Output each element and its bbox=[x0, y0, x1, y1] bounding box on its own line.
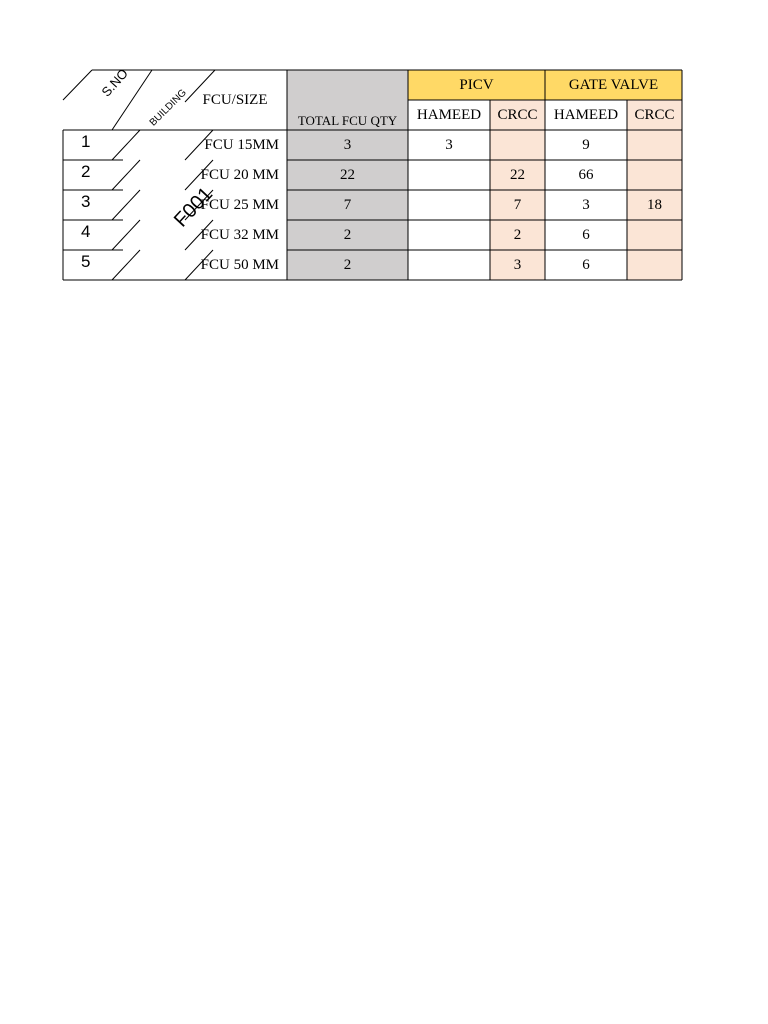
gate-hameed-cell: 6 bbox=[582, 256, 590, 273]
picv-hameed-cell bbox=[408, 250, 490, 280]
total-fcu-qty-label: TOTAL FCU QTY bbox=[297, 113, 398, 128]
building-header: BUILDING bbox=[147, 87, 189, 129]
picv-crcc-cell: 3 bbox=[490, 250, 545, 280]
gate-crcc-cell bbox=[627, 220, 682, 250]
fcu-size-cell: FCU 50 MM bbox=[200, 256, 279, 273]
sno-cell: 1 bbox=[81, 132, 91, 151]
picv-hameed-cell: 3 bbox=[445, 136, 453, 153]
picv-hameed-cell bbox=[408, 160, 490, 190]
fcu-size-cell: FCU 25 MM bbox=[200, 196, 279, 213]
gate-hameed-header: HAMEED bbox=[553, 106, 619, 123]
total-fcu-qty-cell: 3 bbox=[287, 130, 408, 160]
gate-crcc-header: CRCC bbox=[627, 100, 682, 130]
gate-crcc-cell: 18 bbox=[627, 190, 682, 220]
gate-hameed-cell: 6 bbox=[582, 226, 590, 243]
gate-hameed-cell: 66 bbox=[578, 166, 594, 183]
gate-hameed-cell: 9 bbox=[582, 136, 590, 153]
gate-crcc-cell bbox=[627, 130, 682, 160]
total-fcu-qty-cell: 7 bbox=[287, 190, 408, 220]
total-fcu-qty-cell: 2 bbox=[287, 250, 408, 280]
gate-crcc-cell bbox=[627, 250, 682, 280]
picv-crcc-cell: 22 bbox=[490, 160, 545, 190]
sno-cell: 5 bbox=[81, 252, 91, 271]
picv-hameed-header: HAMEED bbox=[416, 106, 482, 123]
sno-cell: 2 bbox=[81, 162, 91, 181]
picv-crcc-cell: 2 bbox=[490, 220, 545, 250]
sno-cell: 4 bbox=[81, 222, 91, 241]
gate-crcc-cell bbox=[627, 160, 682, 190]
sno-header: S.NO bbox=[98, 65, 131, 100]
building-name: F001 bbox=[169, 183, 218, 232]
fcu-size-cell: FCU 15MM bbox=[204, 136, 279, 153]
picv-hameed-cell bbox=[408, 190, 490, 220]
picv-crcc-cell bbox=[490, 130, 545, 160]
gate-valve-header: GATE VALVE bbox=[545, 70, 682, 100]
sno-cell: 3 bbox=[81, 192, 91, 211]
fcu-size-cell: FCU 32 MM bbox=[200, 226, 279, 243]
picv-hameed-cell bbox=[408, 220, 490, 250]
fcu-size-header: FCU/SIZE bbox=[202, 91, 268, 108]
gate-hameed-cell: 3 bbox=[582, 196, 590, 213]
picv-header: PICV bbox=[408, 70, 545, 100]
fcu-size-cell: FCU 20 MM bbox=[200, 166, 279, 183]
picv-crcc-cell: 7 bbox=[490, 190, 545, 220]
total-fcu-qty-cell: 2 bbox=[287, 220, 408, 250]
total-fcu-qty-cell: 22 bbox=[287, 160, 408, 190]
picv-crcc-header: CRCC bbox=[490, 100, 545, 130]
